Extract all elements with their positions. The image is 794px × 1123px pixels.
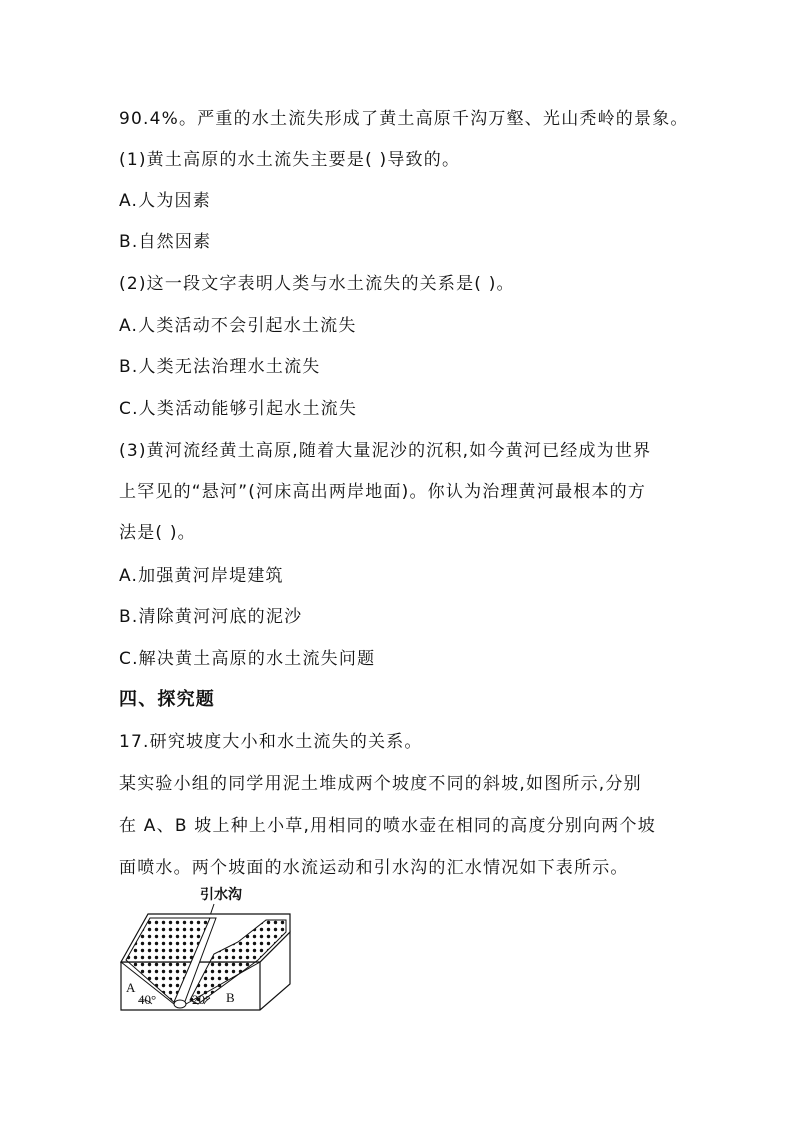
- option-b: B.清除黄河河底的泥沙: [119, 607, 303, 627]
- question-3-cont: 上罕见的“悬河”(河床高出两岸地面)。你认为治理黄河最根本的方: [119, 482, 647, 502]
- question-3-cont: 法是( )。: [119, 523, 196, 543]
- paragraph-line: 在 A、B 坡上种上小草,用相同的喷水壶在相同的高度分别向两个坡: [119, 816, 656, 836]
- text-line: 90.4%。严重的水土流失形成了黄土高原千沟万壑、光山秃岭的景象。: [119, 109, 689, 129]
- question-17: 17.研究坡度大小和水土流失的关系。: [119, 732, 423, 752]
- paragraph-line: 某实验小组的同学用泥土堆成两个坡度不同的斜坡,如图所示,分别: [119, 774, 642, 794]
- option-b: B.人类无法治理水土流失: [119, 357, 321, 377]
- option-c: C.人类活动能够引起水土流失: [119, 399, 358, 419]
- question-2: (2)这一段文字表明人类与水土流失的关系是( )。: [119, 274, 515, 294]
- slope-b-label: B: [226, 990, 235, 1005]
- slope-experiment-figure: [118, 884, 298, 1012]
- section-heading: 四、探究题: [119, 689, 215, 710]
- question-1: (1)黄土高原的水土流失主要是( )导致的。: [119, 150, 461, 170]
- option-a: A.人为因素: [119, 191, 211, 211]
- option-b: B.自然因素: [119, 232, 212, 252]
- option-a: A.加强黄河岸堤建筑: [119, 566, 284, 586]
- slope-a-label: A: [126, 980, 136, 995]
- slope-a-angle: 40°: [138, 992, 157, 1007]
- slope-b-angle: 20°: [192, 992, 211, 1007]
- paragraph-line: 面喷水。两个坡面的水流运动和引水沟的汇水情况如下表所示。: [119, 858, 629, 878]
- option-a: A.人类活动不会引起水土流失: [119, 316, 357, 336]
- question-3: (3)黄河流经黄土高原,随着大量泥沙的沉积,如今黄河已经成为世界: [119, 441, 652, 461]
- option-c: C.解决黄土高原的水土流失问题: [119, 649, 376, 669]
- figure-title: 引水沟: [200, 887, 242, 903]
